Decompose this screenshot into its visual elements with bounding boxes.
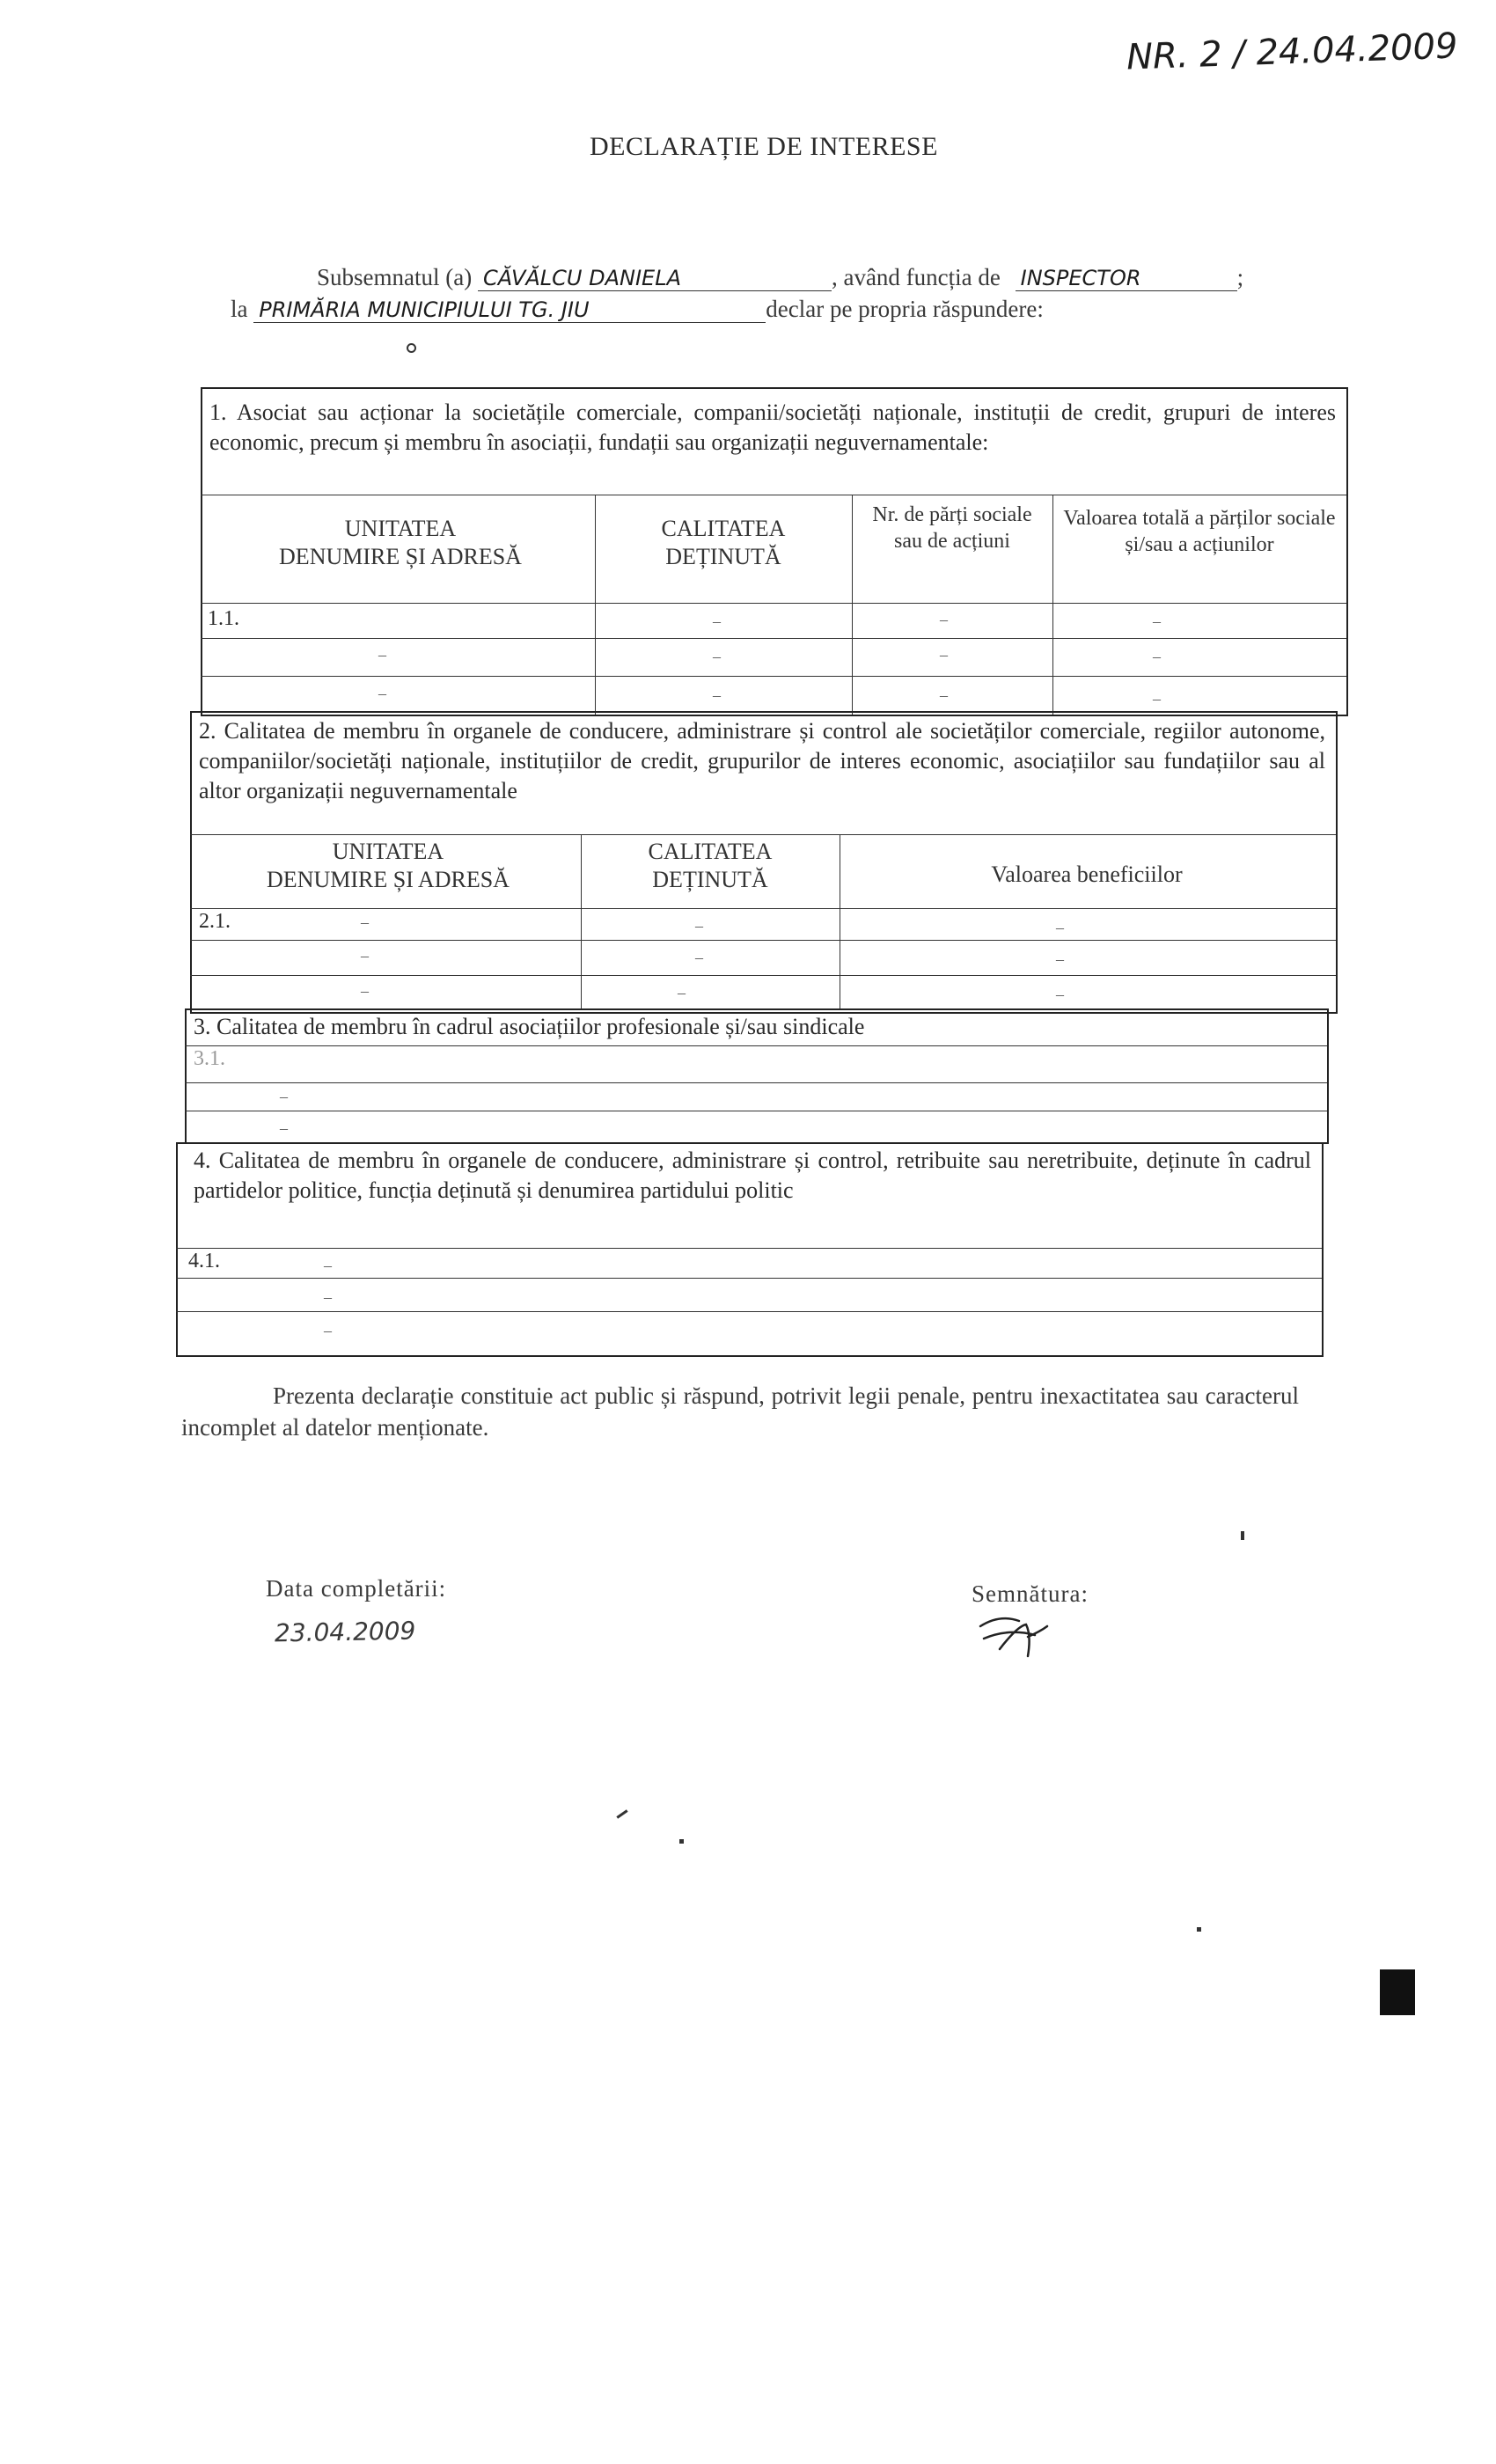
section-2-title: 2. Calitatea de membru în organele de conducere, administrare și control ale societăților comerciale, regiilor autonome, companiilor/societăți naționale, instituțiilor de credit, grupurilor de interes economic, asociațiilor sau fundațiilor sau al altor organizații neguvernamentale bbox=[199, 718, 1325, 803]
intro-line-2 bbox=[231, 296, 1044, 323]
s2-col-valoarea: Valoarea beneficiilor bbox=[991, 862, 1183, 887]
s1-dash: – bbox=[378, 685, 386, 702]
signature-label: Semnătura: bbox=[972, 1580, 1089, 1607]
s1-dash: – bbox=[1153, 690, 1161, 708]
section-4-table bbox=[176, 1142, 1324, 1357]
s1-col-nr-parti: Nr. de părți sociale sau de acțiuni bbox=[872, 503, 1032, 553]
date-label: Data completării: bbox=[266, 1575, 447, 1602]
s1-dash: – bbox=[1153, 648, 1161, 665]
s2-dash: – bbox=[1056, 986, 1064, 1003]
section-3-title: 3. Calitatea de membru în cadrul asociațiilor profesionale și/sau sindicale bbox=[194, 1014, 865, 1039]
s1-dash: – bbox=[940, 686, 948, 704]
s1-dash: – bbox=[1153, 612, 1161, 630]
s2-dash: – bbox=[1056, 919, 1064, 936]
la-label: la bbox=[231, 296, 248, 322]
s3-dash: – bbox=[280, 1088, 288, 1105]
declar-label: declar pe propria răspundere: bbox=[766, 296, 1044, 322]
page-title: DECLARAȚIE DE INTERESE bbox=[590, 132, 938, 161]
institution-field[interactable]: PRIMĂRIA MUNICIPIULUI TG. JIU bbox=[253, 297, 766, 323]
s1-dash: – bbox=[713, 648, 721, 665]
date-value: 23.04.2009 bbox=[274, 1616, 416, 1648]
scan-speck bbox=[1380, 1969, 1415, 2015]
section-3-table bbox=[185, 1008, 1329, 1144]
scan-speck bbox=[616, 1809, 627, 1818]
intro-line-1: Subsemnatul (a) CĂVĂLCU DANIELA , având funcția de INSPECTOR ; bbox=[317, 264, 1244, 290]
scan-speck bbox=[407, 343, 416, 353]
name-field[interactable]: CĂVĂLCU DANIELA bbox=[478, 266, 832, 291]
functia-label: , având funcția de bbox=[831, 264, 1001, 290]
s1-col-valoarea: Valoarea totală a părților sociale și/sau a acțiunilor bbox=[1063, 507, 1336, 556]
s4-row-label: 4.1. bbox=[188, 1250, 220, 1272]
s2-dash: – bbox=[678, 984, 686, 1001]
s2-col-calitatea: CALITATEA DEȚINUTĂ bbox=[648, 839, 773, 892]
s1-row-label: 1.1. bbox=[208, 607, 239, 630]
scan-speck bbox=[679, 1839, 684, 1844]
s1-col-calitatea: CALITATEA DEȚINUTĂ bbox=[661, 516, 786, 569]
s2-dash: – bbox=[1056, 950, 1064, 968]
section-1-title: 1. Asociat sau acționar la societățile comerciale, companii/societăți naționale, instituții de credit, grupuri de interes economic, precum și membru în asociații, fundații sau organizații neguvernamentale: bbox=[209, 400, 1336, 455]
s2-col-unitatea: UNITATEA DENUMIRE ȘI ADRESĂ bbox=[267, 839, 510, 892]
s1-dash: – bbox=[940, 611, 948, 628]
s1-dash: – bbox=[713, 686, 721, 704]
s2-dash: – bbox=[361, 982, 369, 1000]
s1-dash: – bbox=[378, 646, 386, 664]
s1-dash: – bbox=[713, 612, 721, 630]
s2-dash: – bbox=[361, 913, 369, 931]
s2-dash: – bbox=[361, 947, 369, 964]
s1-dash: – bbox=[940, 646, 948, 664]
subsemnatul-label: Subsemnatul (a) bbox=[317, 264, 473, 290]
s3-dash: – bbox=[280, 1119, 288, 1137]
scan-speck bbox=[1197, 1927, 1201, 1932]
s1-col-unitatea: UNITATEA DENUMIRE ȘI ADRESĂ bbox=[279, 516, 522, 569]
s2-dash: – bbox=[695, 917, 703, 935]
footer-statement: Prezenta declarație constituie act public și răspund, potrivit legii penale, pentru inexactitatea sau caracterul incomplet al datelor menționate. bbox=[181, 1382, 1299, 1441]
scan-speck bbox=[1241, 1531, 1244, 1540]
registration-number: NR. 2 / 24.04.2009 bbox=[1126, 26, 1459, 78]
s2-dash: – bbox=[695, 949, 703, 966]
signature-mark bbox=[973, 1609, 1052, 1661]
section-4-title: 4. Calitatea de membru în organele de conducere, administrare și control, retribuite sau neretribuite, deținute în cadrul partidelor politice, funcția deținută și denumirea partidului politic bbox=[194, 1148, 1311, 1203]
s3-row-label: 3.1. bbox=[194, 1047, 225, 1070]
s2-row-label: 2.1. bbox=[199, 910, 231, 933]
s4-dash: – bbox=[324, 1288, 332, 1306]
function-field[interactable]: INSPECTOR bbox=[1016, 266, 1237, 291]
s4-dash: – bbox=[324, 1257, 332, 1274]
s4-dash: – bbox=[324, 1322, 332, 1339]
